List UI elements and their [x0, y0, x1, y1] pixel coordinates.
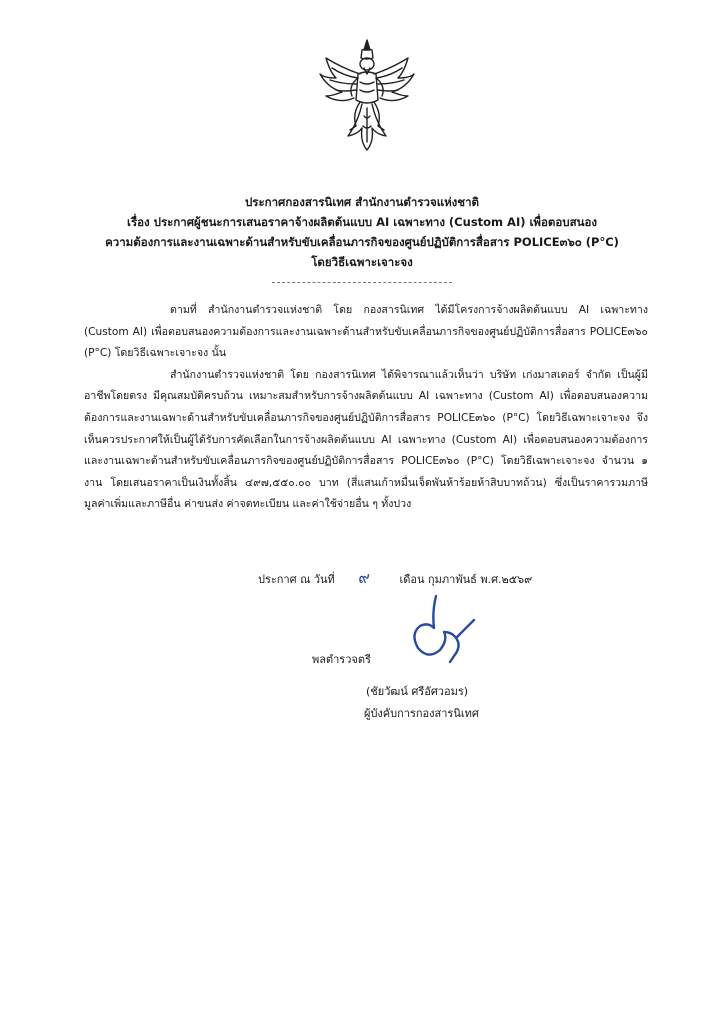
header-issuer: ประกาศกองสารนิเทศ สำนักงานตำรวจแห่งชาติ [244, 195, 480, 209]
header-subject-line-2: ความต้องการและงานเฉพาะด้านสำหรับขับเคลื่อนภารกิจของศูนย์ปฏิบัติการสื่อสาร POLICE๓๖๐ (P°C) [105, 235, 619, 249]
signatory-rank: พลตำรวจตรี [312, 653, 371, 666]
garuda-emblem-icon [318, 38, 416, 154]
date-day: ๙ [358, 568, 370, 587]
date-month-year: เดือน กุมภาพันธ์ พ.ศ.๒๕๖๙ [399, 573, 533, 586]
signature-icon [392, 592, 492, 688]
header-subject-line-1: เรื่อง ประกาศผู้ชนะการเสนอราคาจ้างผลิตต้นแบบ AI เฉพาะทาง (Custom AI) เพื่อตอบสนอง [127, 215, 597, 229]
date-prefix: ประกาศ ณ วันที่ [258, 573, 335, 586]
body-paragraph-1: ตามที่ สำนักงานตำรวจแห่งชาติ โดย กองสารนิเทศ ได้มีโครงการจ้างผลิตต้นแบบ AI เฉพาะทาง (Custom AI) เพื่อตอบสนองความต้องการและงานเฉพาะด้านสำหรับขับเคลื่อนภารกิจของศูนย์ปฏิบัติการสื่อสาร POLICE๓๖๐ (P°C) โดยวิธีเฉพาะเจาะจง นั้น [84, 304, 648, 360]
header-subject-line-3: โดยวิธีเฉพาะเจาะจง [311, 255, 413, 269]
signatory-name: (ชัยวัฒน์ ศรีอัศวอมร) [366, 685, 469, 698]
body-paragraph-2: สำนักงานตำรวจแห่งชาติ โดย กองสารนิเทศ ได้พิจารณาแล้วเห็นว่า บริษัท เก่งมาสเตอร์ จำกัด เป็นผู้มีอาชีพโดยตรง มีคุณสมบัติครบถ้วน เหมาะสมสำหรับการจ้างผลิตต้นแบบ AI เฉพาะทาง (Custom AI) เพื่อตอบสนองความต้องการและงานเฉพาะด้านสำหรับขับเคลื่อนภารกิจของศูนย์ปฏิบัติการสื่อสาร POLICE๓๖๐ (P°C) โดยวิธีเฉพาะเจาะจง จึงเห็นควรประกาศให้เป็นผู้ได้รับการคัดเลือกในการจ้างผลิตต้นแบบ AI เฉพาะทาง (Custom AI) เพื่อตอบสนองความต้องการและงานเฉพาะด้านสำหรับขับเคลื่อนภารกิจของศูนย์ปฏิบัติการสื่อสาร POLICE๓๖๐ (P°C) โดยวิธีเฉพาะเจาะจง จำนวน ๑ งาน โดยเสนอราคาเป็นเงินทั้งสิ้น ๔๙๗,๕๕๐.๐๐ บาท (สี่แสนเก้าหมื่นเจ็ดพันห้าร้อยห้าสิบบาทถ้วน) ซึ่งเป็นราคารวมภาษีมูลค่าเพิ่มและภาษีอื่น ค่าขนส่ง ค่าจดทะเบียน และค่าใช้จ่ายอื่น ๆ ทั้งปวง [84, 368, 648, 511]
signatory-position: ผู้บังคับการกองสารนิเทศ [364, 707, 479, 720]
announcement-body [84, 300, 648, 516]
announcement-date [258, 566, 532, 591]
announcement-header [60, 192, 664, 272]
header-divider [272, 282, 452, 283]
